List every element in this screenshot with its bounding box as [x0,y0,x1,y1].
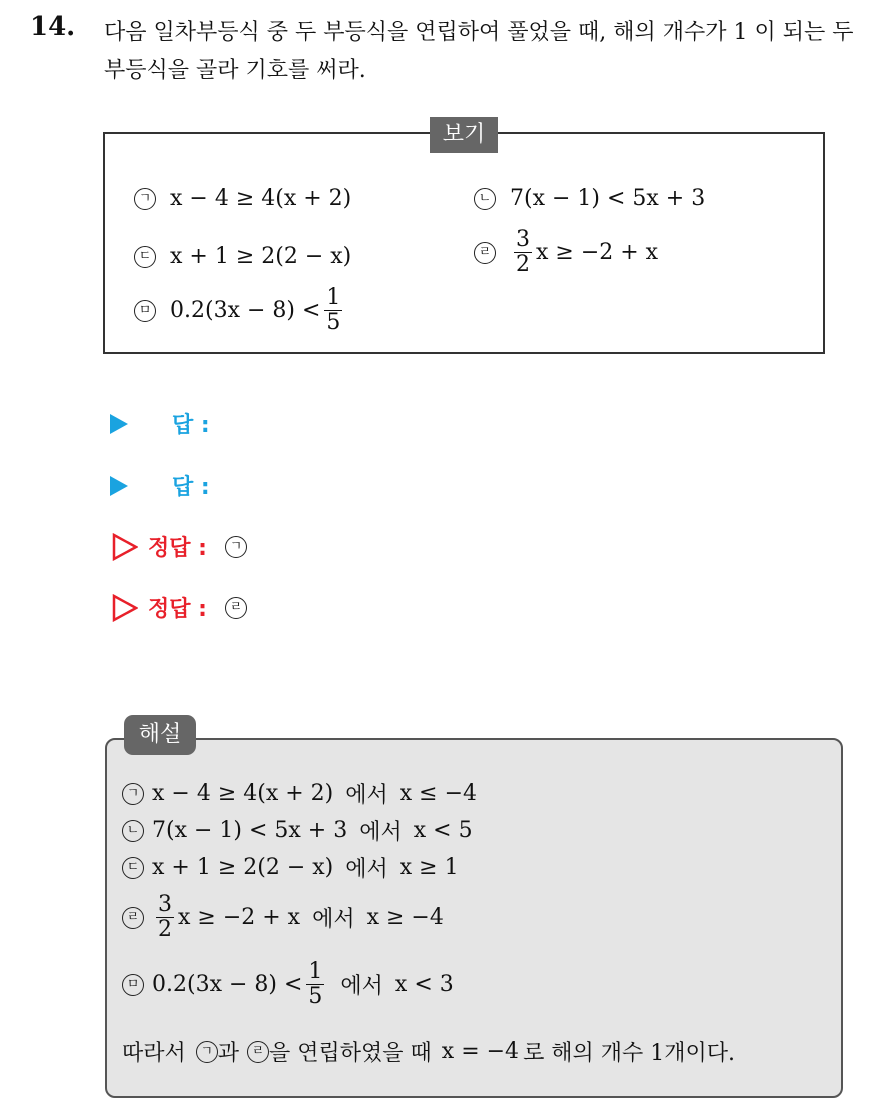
triangle-filled-icon [110,476,128,496]
solution-label: 해설 [124,715,196,755]
marker-circle: ㄱ [196,1041,218,1063]
solution-expr: x ≥ −2 + x [178,905,301,931]
bogi-expr: 7(x − 1) < 5x + 3 [510,186,706,211]
solution-expr: 0.2(3x − 8) < [152,972,303,998]
answer-row-1[interactable] [110,408,222,439]
solution-line-e [122,960,454,1009]
bogi-item-a [134,186,351,211]
marker-circle: ㄱ [134,188,156,210]
solution-result: x < 3 [394,972,454,998]
answer-label: 답 : [172,413,210,438]
solution-expr: 7(x − 1) < 5x + 3 [152,818,348,843]
answer-label: 답 : [172,475,210,500]
solution-line-b [122,815,473,846]
answer-row-2[interactable] [110,470,222,501]
solution-connector: 에서 [359,820,402,845]
marker-circle: ㄹ [122,907,144,929]
bogi-expr: x ≥ −2 + x [536,240,659,266]
bogi-item-b [474,186,705,211]
question-text: 다음 일차부등식 중 두 부등식을 연립하여 풀었을 때, 해의 개수가 1 이 되는 두 부등식을 골라 기호를 써라. [104,20,854,83]
bogi-label: 보기 [430,117,498,153]
conclusion-pre: 따라서 [122,1041,186,1066]
fraction-numerator: 1 [308,959,323,984]
solution-result: x ≥ 1 [399,855,459,880]
marker-circle: ㄷ [122,857,144,879]
bogi-item-e [134,286,346,335]
solution-connector: 에서 [340,974,383,1000]
marker-circle: ㅁ [122,974,144,996]
correct-label: 정답 : [148,536,207,561]
marker-circle: ㄹ [247,1041,269,1063]
marker-circle: ㅁ [134,300,156,322]
solution-connector: 에서 [312,907,355,933]
fraction [306,960,324,1009]
solution-expr: x + 1 ≥ 2(2 − x) [152,855,334,880]
fraction-denominator: 5 [326,310,341,336]
marker-circle: ㄴ [474,188,496,210]
marker-circle: ㄹ [225,597,247,619]
solution-line-d [122,893,444,942]
triangle-outline-icon [112,594,138,622]
solution-connector: 에서 [345,783,388,808]
triangle-filled-icon [110,414,128,434]
solution-expr: x − 4 ≥ 4(x + 2) [152,781,334,806]
solution-line-a [122,778,477,809]
correct-row-1 [112,531,261,562]
bogi-expr: 0.2(3x − 8) < [170,298,321,324]
fraction [156,893,174,942]
correct-row-2 [112,592,261,623]
fraction-numerator: 1 [326,285,341,310]
solution-line-c [122,852,459,883]
fraction-numerator: 3 [516,227,530,252]
question-number: 14. [30,12,76,42]
fraction [514,228,532,277]
marker-circle: ㄴ [122,820,144,842]
fraction-denominator: 5 [308,984,323,1010]
fraction [324,286,342,335]
bogi-expr: x − 4 ≥ 4(x + 2) [170,186,352,211]
bogi-item-d [474,228,658,277]
triangle-outline-icon [112,533,138,561]
conclusion-eq: x = −4 [441,1039,520,1064]
bogi-expr: x + 1 ≥ 2(2 − x) [170,244,352,269]
marker-circle: ㄱ [122,783,144,805]
marker-circle: ㄱ [225,536,247,558]
bogi-item-c [134,244,351,269]
marker-circle: ㄹ [474,242,496,264]
solution-result: x < 5 [413,818,473,843]
fraction-denominator: 2 [516,252,530,278]
correct-label: 정답 : [148,597,207,622]
conclusion-mid2: 을 연립하였을 때 [269,1041,432,1066]
solution-result: x ≤ −4 [399,781,478,806]
conclusion-post: 로 해의 개수 1개이다. [523,1041,736,1066]
solution-result: x ≥ −4 [366,905,444,931]
conclusion-mid1: 과 [217,1041,240,1066]
fraction-denominator: 2 [158,917,172,943]
fraction-numerator: 3 [158,892,172,917]
solution-conclusion [122,1036,735,1067]
solution-connector: 에서 [345,857,388,882]
marker-circle: ㄷ [134,246,156,268]
